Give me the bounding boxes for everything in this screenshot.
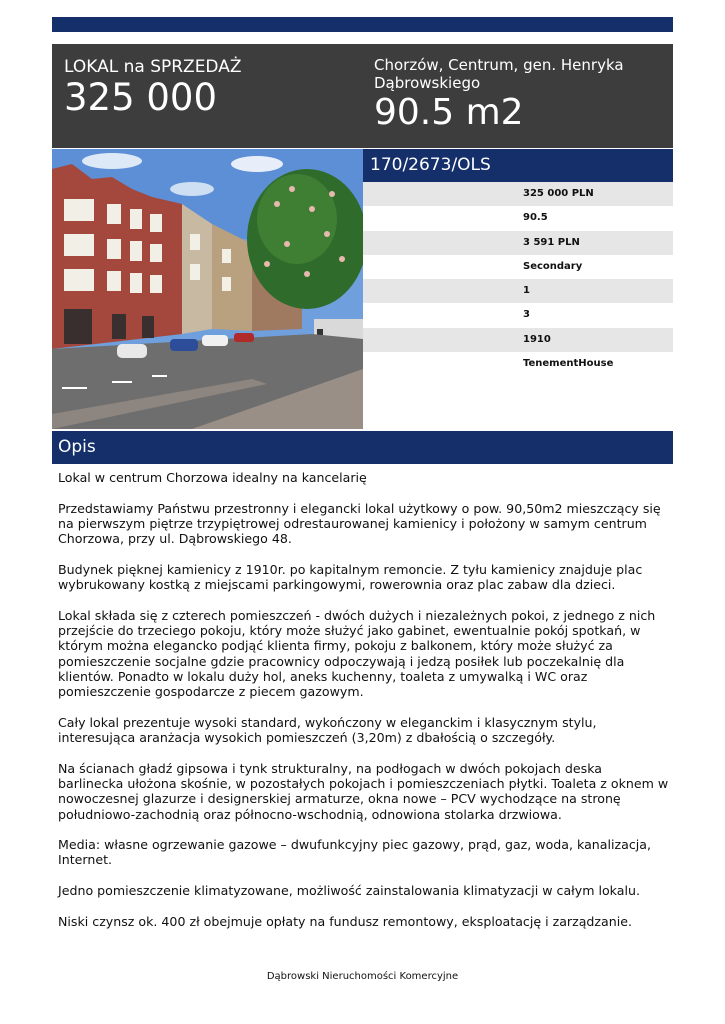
header-right [374, 56, 664, 134]
description-paragraph: Lokal w centrum Chorzowa idealny na kancelarię [58, 470, 367, 485]
detail-row [363, 303, 673, 327]
detail-value: 3 591 PLN [523, 236, 580, 248]
detail-row [363, 182, 673, 206]
listing-type: LOKAL na SPRZEDAŻ [64, 57, 242, 77]
detail-value: 3 [523, 309, 530, 321]
listing-price: 325 000 [64, 76, 218, 119]
description-title: Opis [52, 431, 673, 464]
description-body [58, 470, 670, 944]
description-paragraph: Media: własne ogrzewanie gazowe – dwufunkcyjny piec gazowy, prąd, gaz, woda, kanalizacja, Internet. [58, 837, 651, 868]
description-paragraph: Niski czynsz ok. 400 zł obejmuje opłaty na fundusz remontowy, eksploatację i zarządzanie. [58, 913, 632, 929]
detail-row [363, 279, 673, 303]
description-paragraph: Lokal składa się z czterech pomieszczeń - dwóch dużych i niezależnych pokoi, z jednego z nich przejście do trzeciego pokoju, który może służyć jako gabinet, ewentualnie pokój spotkań, w którym można elegancko podjąć klienta firmy, pokoju z balkonem, który może służyć za pomieszczenie socjalne gdzie pracownicy odpoczywają i jedzą posiłek lub poczekalnię dla klientów. Ponadto w lokalu duży hol, aneks kuchenny, toaleta z umywalką i WC oraz pomieszczenie gospodarcze z piecem gazowym. [58, 607, 656, 700]
listing-area: 90.5 m2 [374, 92, 524, 133]
detail-value: 90.5 [523, 212, 548, 224]
property-photo [52, 149, 363, 429]
detail-value: 1910 [523, 333, 551, 345]
detail-row [363, 328, 673, 352]
reference-number: 170/2673/OLS [363, 149, 673, 182]
detail-row [363, 352, 673, 376]
detail-row [363, 231, 673, 255]
details-table [363, 182, 673, 376]
listing-header [52, 44, 673, 148]
description-paragraph: Jedno pomieszczenie klimatyzowane, możliwość zainstalowania klimatyzacji w całym lokalu. [58, 883, 640, 899]
listing-location: Chorzów, Centrum, gen. Henryka Dąbrowskiego [374, 56, 624, 92]
header-left [64, 57, 242, 119]
description-paragraph: Przedstawiamy Państwu przestronny i elegancki lokal użytkowy o pow. 90,50m2 mieszczący się na pierwszym piętrze trzypiętrowej odrestaurowanej kamienicy i położony w samym centrum Chorzowa, przy ul. Dąbrowskiego 48. [58, 500, 661, 547]
detail-row [363, 255, 673, 279]
footer-company: Dąbrowski Nieruchomości Komercyjne [266, 971, 459, 982]
detail-value: TenementHouse [523, 358, 614, 370]
description-paragraph: Budynek pięknej kamienicy z 1910r. po kapitalnym remoncie. Z tyłu kamienicy znajduje plac wybrukowany kostką z miejscami parkingowymi, rowerownia oraz plac zabaw dla dzieci. [58, 561, 643, 593]
detail-value: Secondary [523, 260, 583, 272]
description-paragraph: Na ścianach gładź gipsowa i tynk strukturalny, na podłogach w dwóch pokojach deska barlinecka ułożona skośnie, w pozostałych pokojach i pomieszczeniach płytki. Toaleta z oknem w nowoczesnej glazurze i designerskiej armaturze, okna nowe – PCV wychodzące na stronę południowo-zachodnią oraz północno-wschodnią, odnowiona stolarka drzwiowa. [58, 760, 669, 822]
description-paragraph: Cały lokal prezentuje wysoki standard, wykończony w eleganckim i klasycznym stylu, interesująca aranżacja wysokich pomieszczeń (3,20m) z dbałością o szczegóły. [58, 714, 597, 746]
detail-row [363, 206, 673, 230]
detail-value: 1 [523, 285, 530, 297]
detail-value: 325 000 PLN [523, 188, 594, 199]
top-accent-bar [52, 17, 673, 32]
